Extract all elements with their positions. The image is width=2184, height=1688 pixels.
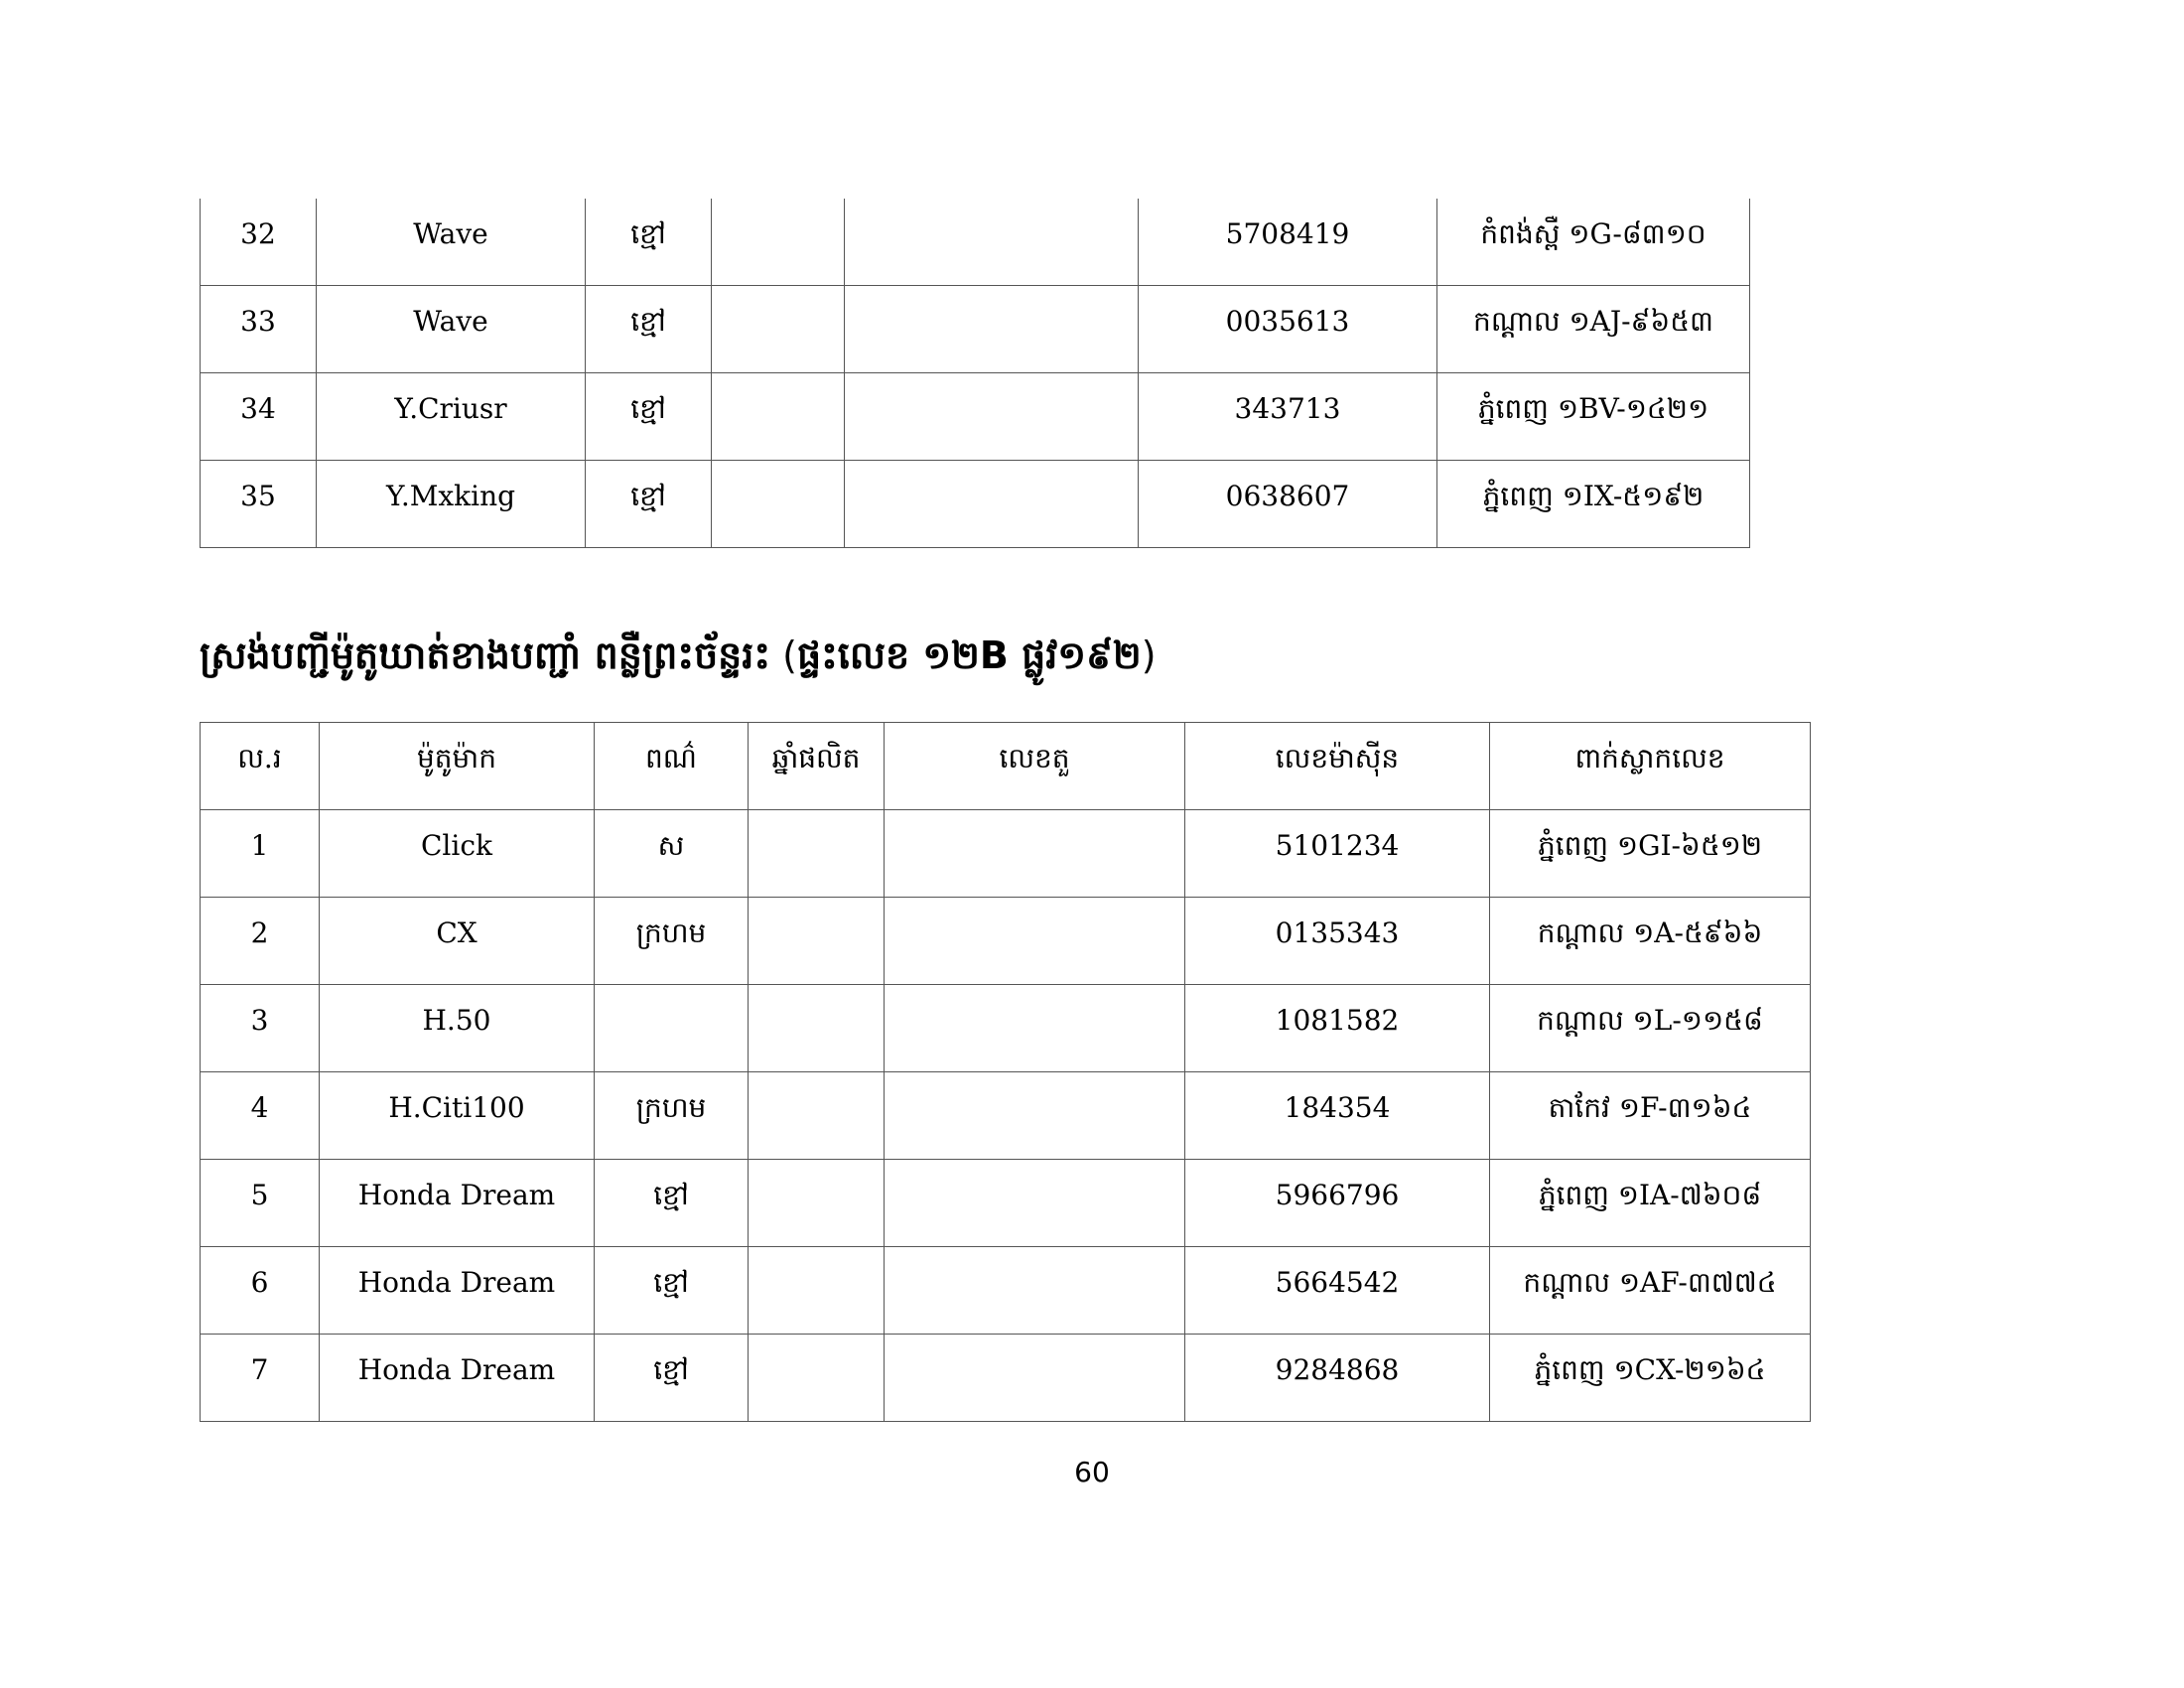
engine-number-cell: 5966796 <box>1185 1160 1490 1247</box>
row-number-cell: 34 <box>201 373 317 461</box>
table-row <box>201 1072 1811 1160</box>
plate-number-cell: កណ្តាល ១A-៥៩៦៦ <box>1490 898 1811 985</box>
model-cell: H.Citi100 <box>320 1072 595 1160</box>
plate-number-cell: ភ្នំពេញ ១GI-៦៥១២ <box>1490 810 1811 898</box>
row-number-cell: 33 <box>201 286 317 373</box>
table-row <box>201 985 1811 1072</box>
chassis-number-cell <box>885 898 1185 985</box>
color-cell: ខ្មៅ <box>586 373 712 461</box>
row-number-cell: 6 <box>201 1247 320 1335</box>
color-cell: ក្រហម <box>595 898 749 985</box>
color-cell: ខ្មៅ <box>586 461 712 548</box>
engine-number-cell: 1081582 <box>1185 985 1490 1072</box>
model-cell: Honda Dream <box>320 1160 595 1247</box>
row-number-cell: 7 <box>201 1335 320 1422</box>
model-cell: Wave <box>317 286 586 373</box>
table-row <box>201 810 1811 898</box>
plate-number-cell: ភ្នំពេញ ១BV-១៤២១ <box>1437 373 1750 461</box>
engine-number-cell: 0035613 <box>1139 286 1437 373</box>
row-number-cell: 4 <box>201 1072 320 1160</box>
year-cell <box>749 810 885 898</box>
table-row <box>201 898 1811 985</box>
row-number-cell: 5 <box>201 1160 320 1247</box>
color-cell: ក្រហម <box>595 1072 749 1160</box>
header-engine-number: លេខម៉ាស៊ីន <box>1185 723 1490 810</box>
plate-number-cell: ភ្នំពេញ ១IX-៥១៩២ <box>1437 461 1750 548</box>
year-cell <box>712 461 845 548</box>
plate-number-cell: ភ្នំពេញ ១IA-៧៦០៨ <box>1490 1160 1811 1247</box>
year-cell <box>749 898 885 985</box>
model-cell: Y.Criusr <box>317 373 586 461</box>
engine-number-cell: 0135343 <box>1185 898 1490 985</box>
model-cell: H.50 <box>320 985 595 1072</box>
color-cell: ខ្មៅ <box>586 199 712 286</box>
row-number-cell: 3 <box>201 985 320 1072</box>
row-number-cell: 35 <box>201 461 317 548</box>
table-row <box>201 1335 1811 1422</box>
chassis-number-cell <box>845 461 1139 548</box>
row-number-cell: 32 <box>201 199 317 286</box>
chassis-number-cell <box>845 199 1139 286</box>
year-cell <box>749 985 885 1072</box>
chassis-number-cell <box>885 810 1185 898</box>
engine-number-cell: 343713 <box>1139 373 1437 461</box>
table-row <box>201 373 1750 461</box>
engine-number-cell: 5664542 <box>1185 1247 1490 1335</box>
color-cell: ស <box>595 810 749 898</box>
plate-number-cell: កំពង់ស្ពឺ ១G-៨៣១០ <box>1437 199 1750 286</box>
year-cell <box>712 286 845 373</box>
year-cell <box>749 1072 885 1160</box>
engine-number-cell: 9284868 <box>1185 1335 1490 1422</box>
table-row <box>201 1247 1811 1335</box>
continued-motorbike-table <box>200 199 1750 548</box>
section-heading-paren-close: ) <box>1141 633 1157 677</box>
engine-number-cell: 0638607 <box>1139 461 1437 548</box>
table-header-row <box>201 723 1811 810</box>
engine-number-cell: 5101234 <box>1185 810 1490 898</box>
section-heading-paren-open: ( <box>770 633 797 677</box>
engine-number-cell: 184354 <box>1185 1072 1490 1160</box>
model-cell: Honda Dream <box>320 1335 595 1422</box>
table-row <box>201 461 1750 548</box>
chassis-number-cell <box>845 373 1139 461</box>
header-model: ម៉ូតូម៉ាក <box>320 723 595 810</box>
row-number-cell: 2 <box>201 898 320 985</box>
table-row <box>201 1160 1811 1247</box>
table-row <box>201 286 1750 373</box>
plate-number-cell: កណ្តាល ១AJ-៩៦៥៣ <box>1437 286 1750 373</box>
model-cell: CX <box>320 898 595 985</box>
chassis-number-cell <box>885 1247 1185 1335</box>
header-color: ពណ៌ <box>595 723 749 810</box>
header-row-number: ល.រ <box>201 723 320 810</box>
color-cell: ខ្មៅ <box>595 1335 749 1422</box>
header-year: ឆ្នាំផលិត <box>749 723 885 810</box>
row-number-cell: 1 <box>201 810 320 898</box>
color-cell: ខ្មៅ <box>595 1247 749 1335</box>
plate-number-cell: តាកែវ ១F-៣១៦៤ <box>1490 1072 1811 1160</box>
chassis-number-cell <box>885 1335 1185 1422</box>
plate-number-cell: ភ្នំពេញ ១CX-២១៦៤ <box>1490 1335 1811 1422</box>
model-cell: Y.Mxking <box>317 461 586 548</box>
model-cell: Honda Dream <box>320 1247 595 1335</box>
model-cell: Click <box>320 810 595 898</box>
color-cell: ខ្មៅ <box>586 286 712 373</box>
page-number: 60 <box>1074 1456 1110 1488</box>
year-cell <box>749 1247 885 1335</box>
year-cell <box>712 199 845 286</box>
chassis-number-cell <box>885 1072 1185 1160</box>
chassis-number-cell <box>885 985 1185 1072</box>
model-cell: Wave <box>317 199 586 286</box>
year-cell <box>749 1160 885 1247</box>
section-heading-title: ស្រង់បញ្ជីម៉ូតូឃាត់ខាងបញ្ជាំ ពន្លឺព្រះច័ន្ទរះ <box>200 633 771 677</box>
section-heading <box>200 632 1157 687</box>
year-cell <box>749 1335 885 1422</box>
motorbike-table <box>200 722 1811 1422</box>
header-plate-number: ពាក់ស្លាកលេខ <box>1490 723 1811 810</box>
chassis-number-cell <box>845 286 1139 373</box>
plate-number-cell: កណ្តាល ១L-១១៥៨ <box>1490 985 1811 1072</box>
table-row <box>201 199 1750 286</box>
header-chassis-number: លេខតួ <box>885 723 1185 810</box>
color-cell <box>595 985 749 1072</box>
year-cell <box>712 373 845 461</box>
section-heading-address: ផ្ទះលេខ ១២B ផ្លូវ១៩២ <box>796 633 1142 677</box>
plate-number-cell: កណ្តាល ១AF-៣៧៧៤ <box>1490 1247 1811 1335</box>
engine-number-cell: 5708419 <box>1139 199 1437 286</box>
color-cell: ខ្មៅ <box>595 1160 749 1247</box>
chassis-number-cell <box>885 1160 1185 1247</box>
